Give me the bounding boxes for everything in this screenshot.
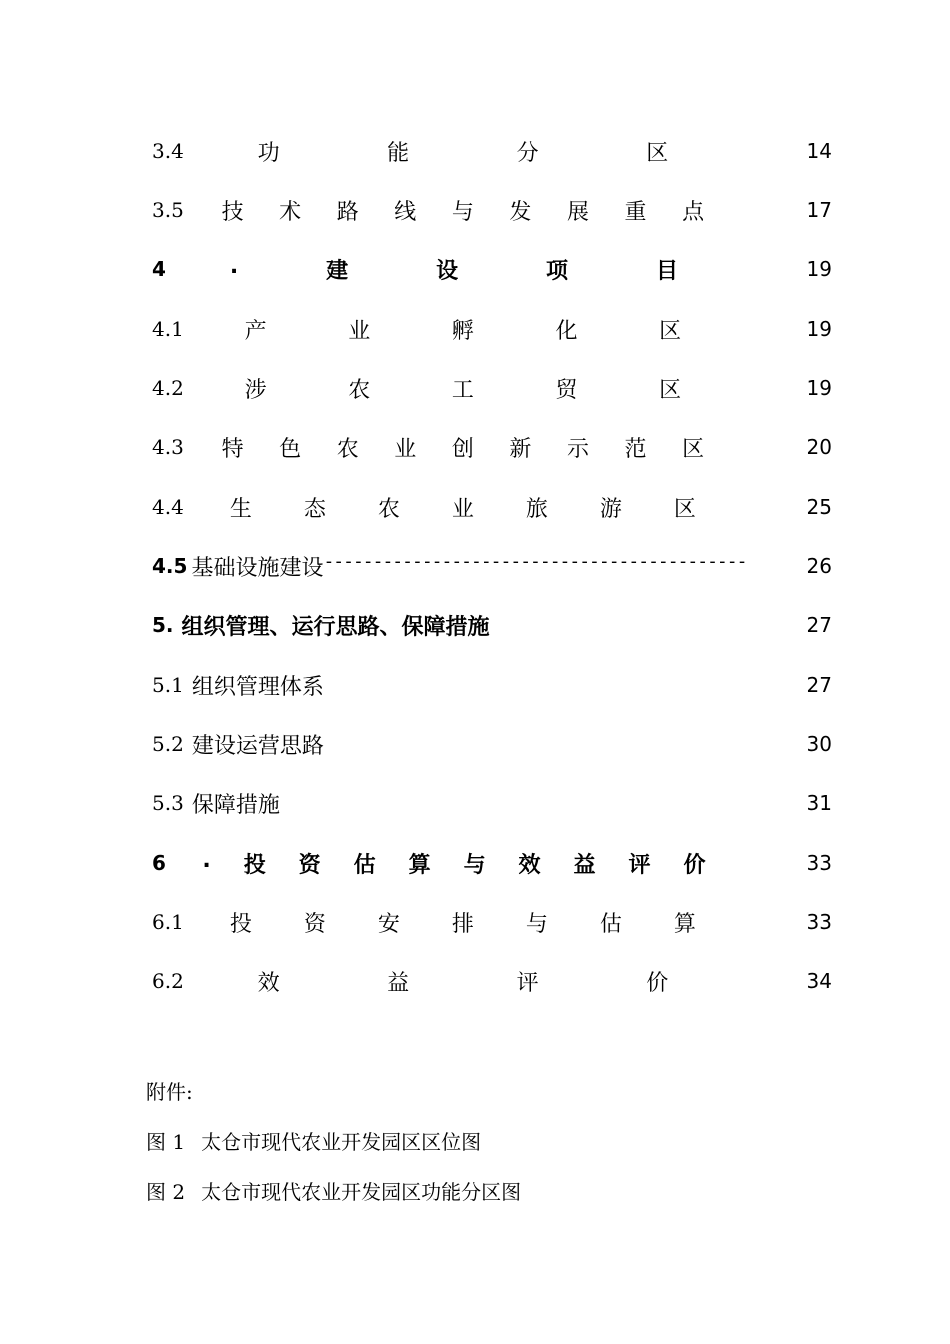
toc-title-char: 安 xyxy=(377,911,400,937)
toc-page-number: 17 xyxy=(806,198,832,222)
toc-title-char: 旅 xyxy=(525,496,548,522)
toc-title-char: 项 xyxy=(546,258,569,284)
toc-title-char: 示 xyxy=(566,436,589,462)
toc-page-number: 25 xyxy=(806,495,832,519)
toc-title-char: 生 xyxy=(229,496,252,522)
attachment-item xyxy=(146,1174,521,1206)
toc-title-char: 价 xyxy=(683,852,706,878)
toc-title-char: 与 xyxy=(463,852,486,878)
toc-title-char: 区 xyxy=(682,436,705,462)
toc-title: 组织管理、运行思路、保障措施 xyxy=(181,614,490,640)
toc-page-number: 19 xyxy=(806,317,832,341)
toc-number: 6 xyxy=(152,851,166,875)
toc-title-char: 区 xyxy=(659,377,682,403)
toc-title-char: 涉 xyxy=(244,377,267,403)
toc-number: 4.1 xyxy=(152,317,184,341)
toc-title-char: 益 xyxy=(573,852,596,878)
attachments-heading-text: 附件: xyxy=(146,1079,193,1104)
toc-title-char: 设 xyxy=(436,258,459,284)
toc-title-char: 孵 xyxy=(451,318,474,344)
toc-title xyxy=(184,492,792,523)
toc-title-char: 资 xyxy=(303,911,326,937)
toc-page-number: 30 xyxy=(806,732,832,756)
toc-title-char: 业 xyxy=(394,436,417,462)
attachment-item xyxy=(146,1124,481,1156)
toc-title-char: 功 xyxy=(257,140,280,166)
toc-title xyxy=(184,136,792,167)
toc-title-char: 术 xyxy=(279,199,302,225)
toc-title-char: 投 xyxy=(229,911,252,937)
attachment-text: 太仓市现代农业开发园区功能分区图 xyxy=(201,1179,522,1204)
toc-title xyxy=(187,551,792,582)
toc-title-char: 展 xyxy=(566,199,589,225)
toc-title-char: 农 xyxy=(336,436,359,462)
toc-entry[interactable] xyxy=(152,963,832,999)
toc-entry[interactable] xyxy=(152,607,832,643)
toc-title-char: 效 xyxy=(518,852,541,878)
toc-title: 组织管理体系 xyxy=(191,674,324,700)
toc-title-char: 发 xyxy=(509,199,532,225)
toc-title xyxy=(184,373,792,404)
attachment-label: 图 1 xyxy=(146,1129,186,1154)
toc-title-char: 特 xyxy=(221,436,244,462)
toc-title-char: 资 xyxy=(298,852,321,878)
toc-title-char: 点 xyxy=(682,199,705,225)
toc-page-number: 31 xyxy=(806,791,832,815)
attachment-label: 图 2 xyxy=(146,1179,186,1204)
toc-title xyxy=(166,254,792,285)
toc-page-number: 19 xyxy=(806,257,832,281)
toc-number: 6.2 xyxy=(152,969,184,993)
toc-page-number: 27 xyxy=(806,673,832,697)
toc-page-number: 27 xyxy=(806,613,832,637)
toc-title-char: . xyxy=(229,253,239,279)
toc-title-char: 产 xyxy=(244,318,267,344)
toc-title-char: 能 xyxy=(387,140,410,166)
toc-title-char: 排 xyxy=(451,911,474,937)
attachments-heading xyxy=(146,1074,193,1106)
toc-title-char: . xyxy=(202,847,211,873)
toc-number: 4.4 xyxy=(152,495,184,519)
toc-title-char: 游 xyxy=(599,496,622,522)
toc-title-char: 工 xyxy=(451,377,474,403)
toc-number: 4.3 xyxy=(152,435,184,459)
toc-title-char: 评 xyxy=(516,970,539,996)
toc-title: 保障措施 xyxy=(191,792,280,818)
toc-number: 3.4 xyxy=(152,139,184,163)
toc-number: 5. xyxy=(152,613,174,637)
toc-page-number: 14 xyxy=(806,139,832,163)
toc-title-char: 区 xyxy=(646,140,669,166)
toc-title-char: 与 xyxy=(525,911,548,937)
toc-number: 5.2 xyxy=(152,732,184,756)
toc-title-char: 投 xyxy=(243,852,266,878)
toc-title-char: 与 xyxy=(451,199,474,225)
toc-title-char: 算 xyxy=(673,911,696,937)
toc-title-char: 新 xyxy=(509,436,532,462)
toc-title xyxy=(184,432,792,463)
toc-title-char: 态 xyxy=(303,496,326,522)
toc-entry[interactable] xyxy=(152,489,832,525)
toc-entry[interactable] xyxy=(152,311,832,347)
toc-title-char: 建 xyxy=(326,258,349,284)
toc-title-char: 目 xyxy=(655,258,678,284)
toc-page-number: 19 xyxy=(806,376,832,400)
toc-title-char: 化 xyxy=(555,318,578,344)
toc-title-char: 色 xyxy=(279,436,302,462)
toc-title-char: 业 xyxy=(451,496,474,522)
toc-entry[interactable] xyxy=(152,251,832,287)
toc-title-char: 创 xyxy=(451,436,474,462)
toc-entry[interactable] xyxy=(152,667,832,703)
toc-page-number: 34 xyxy=(806,969,832,993)
toc-title-char: 农 xyxy=(377,496,400,522)
toc-title-char: 贸 xyxy=(555,377,578,403)
toc-title-char: 重 xyxy=(624,199,647,225)
toc-number: 4 xyxy=(152,257,166,281)
toc-entry[interactable] xyxy=(152,726,832,762)
toc-title-char: 技 xyxy=(221,199,244,225)
toc-title xyxy=(184,195,792,226)
toc-title-char: 区 xyxy=(659,318,682,344)
toc-number: 5.1 xyxy=(152,673,184,697)
toc-number: 5.3 xyxy=(152,791,184,815)
toc-title-char: 价 xyxy=(646,970,669,996)
toc-entry[interactable] xyxy=(152,192,832,228)
toc-title-char: 算 xyxy=(408,852,431,878)
toc-entry[interactable] xyxy=(152,548,832,584)
toc-entry[interactable] xyxy=(152,785,832,821)
toc-page-number: 26 xyxy=(806,554,832,578)
toc-entry[interactable] xyxy=(152,133,832,169)
toc-page-number: 33 xyxy=(806,910,832,934)
toc-title-text: 基础设施建设 xyxy=(191,555,324,581)
toc-page-number: 20 xyxy=(806,435,832,459)
toc-number: 4.2 xyxy=(152,376,184,400)
toc-entry[interactable] xyxy=(152,370,832,406)
toc-title-char: 路 xyxy=(336,199,359,225)
toc-title-char: 估 xyxy=(353,852,376,878)
toc-title-char: 评 xyxy=(628,852,651,878)
toc-title-char: 估 xyxy=(599,911,622,937)
toc-number: 4.5 xyxy=(152,554,188,578)
toc-title-char: 益 xyxy=(387,970,410,996)
toc-number: 6.1 xyxy=(152,910,184,934)
toc-title-char: 区 xyxy=(673,496,696,522)
attachment-text: 太仓市现代农业开发园区区位图 xyxy=(201,1129,482,1154)
toc-title xyxy=(184,966,792,997)
toc-title xyxy=(184,314,792,345)
toc-title xyxy=(166,848,792,879)
toc-title-char: 线 xyxy=(394,199,417,225)
toc-entry[interactable] xyxy=(152,845,832,881)
toc-entry[interactable] xyxy=(152,429,832,465)
toc-title xyxy=(184,907,792,938)
toc-page-number: 33 xyxy=(806,851,832,875)
toc-title-char: 范 xyxy=(624,436,647,462)
toc-entry[interactable] xyxy=(152,904,832,940)
toc-leader: ------------------------------------------- xyxy=(323,550,747,572)
toc-title-char: 农 xyxy=(348,377,371,403)
toc-number: 3.5 xyxy=(152,198,184,222)
toc-title-char: 业 xyxy=(348,318,371,344)
toc-title-char: 效 xyxy=(257,970,280,996)
toc-title-char: 分 xyxy=(516,140,539,166)
toc-title: 建设运营思路 xyxy=(191,733,324,759)
